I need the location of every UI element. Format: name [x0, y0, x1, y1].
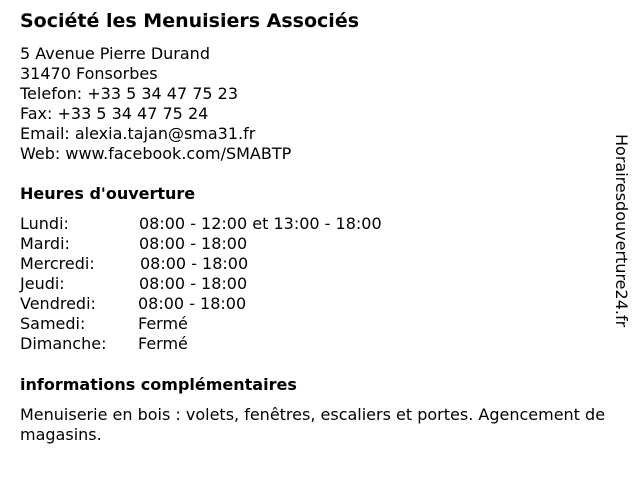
day-hours: Fermé — [138, 314, 188, 333]
day-hours: 08:00 - 18:00 — [138, 294, 247, 313]
contact-block — [20, 44, 291, 164]
day-hours: Fermé — [138, 334, 188, 353]
day-hours: 08:00 - 18:00 — [140, 254, 249, 273]
day-hours: 08:00 - 18:00 — [139, 234, 248, 253]
day-label: Jeudi: — [20, 274, 65, 293]
website: Web: www.facebook.com/SMABTP — [20, 144, 292, 163]
day-label: Mardi: — [20, 234, 70, 253]
day-label: Vendredi: — [20, 294, 96, 313]
address-street: 5 Avenue Pierre Durand — [20, 44, 210, 63]
company-name: Société les Menuisiers Associés — [20, 10, 360, 32]
day-hours: 08:00 - 18:00 — [139, 274, 248, 293]
day-label: Samedi: — [20, 314, 86, 333]
phone-number: Telefon: +33 5 34 47 75 23 — [20, 84, 239, 103]
email-address: Email: alexia.tajan@sma31.fr — [20, 124, 256, 143]
site-watermark: Horairesdouverture24.fr — [612, 134, 631, 328]
additional-info-text: Menuiserie en bois : volets, fenêtres, escaliers et portes. Agencement de magasins. — [20, 405, 606, 444]
day-label: Mercredi: — [20, 254, 95, 273]
day-label: Dimanche: — [20, 334, 107, 353]
opening-hours-heading: Heures d'ouverture — [20, 184, 196, 203]
day-hours: 08:00 - 12:00 et 13:00 - 18:00 — [139, 214, 382, 233]
additional-info-heading: informations complémentaires — [20, 375, 297, 394]
address-city: 31470 Fonsorbes — [20, 64, 158, 83]
fax-number: Fax: +33 5 34 47 75 24 — [20, 104, 209, 123]
day-label: Lundi: — [20, 214, 69, 233]
